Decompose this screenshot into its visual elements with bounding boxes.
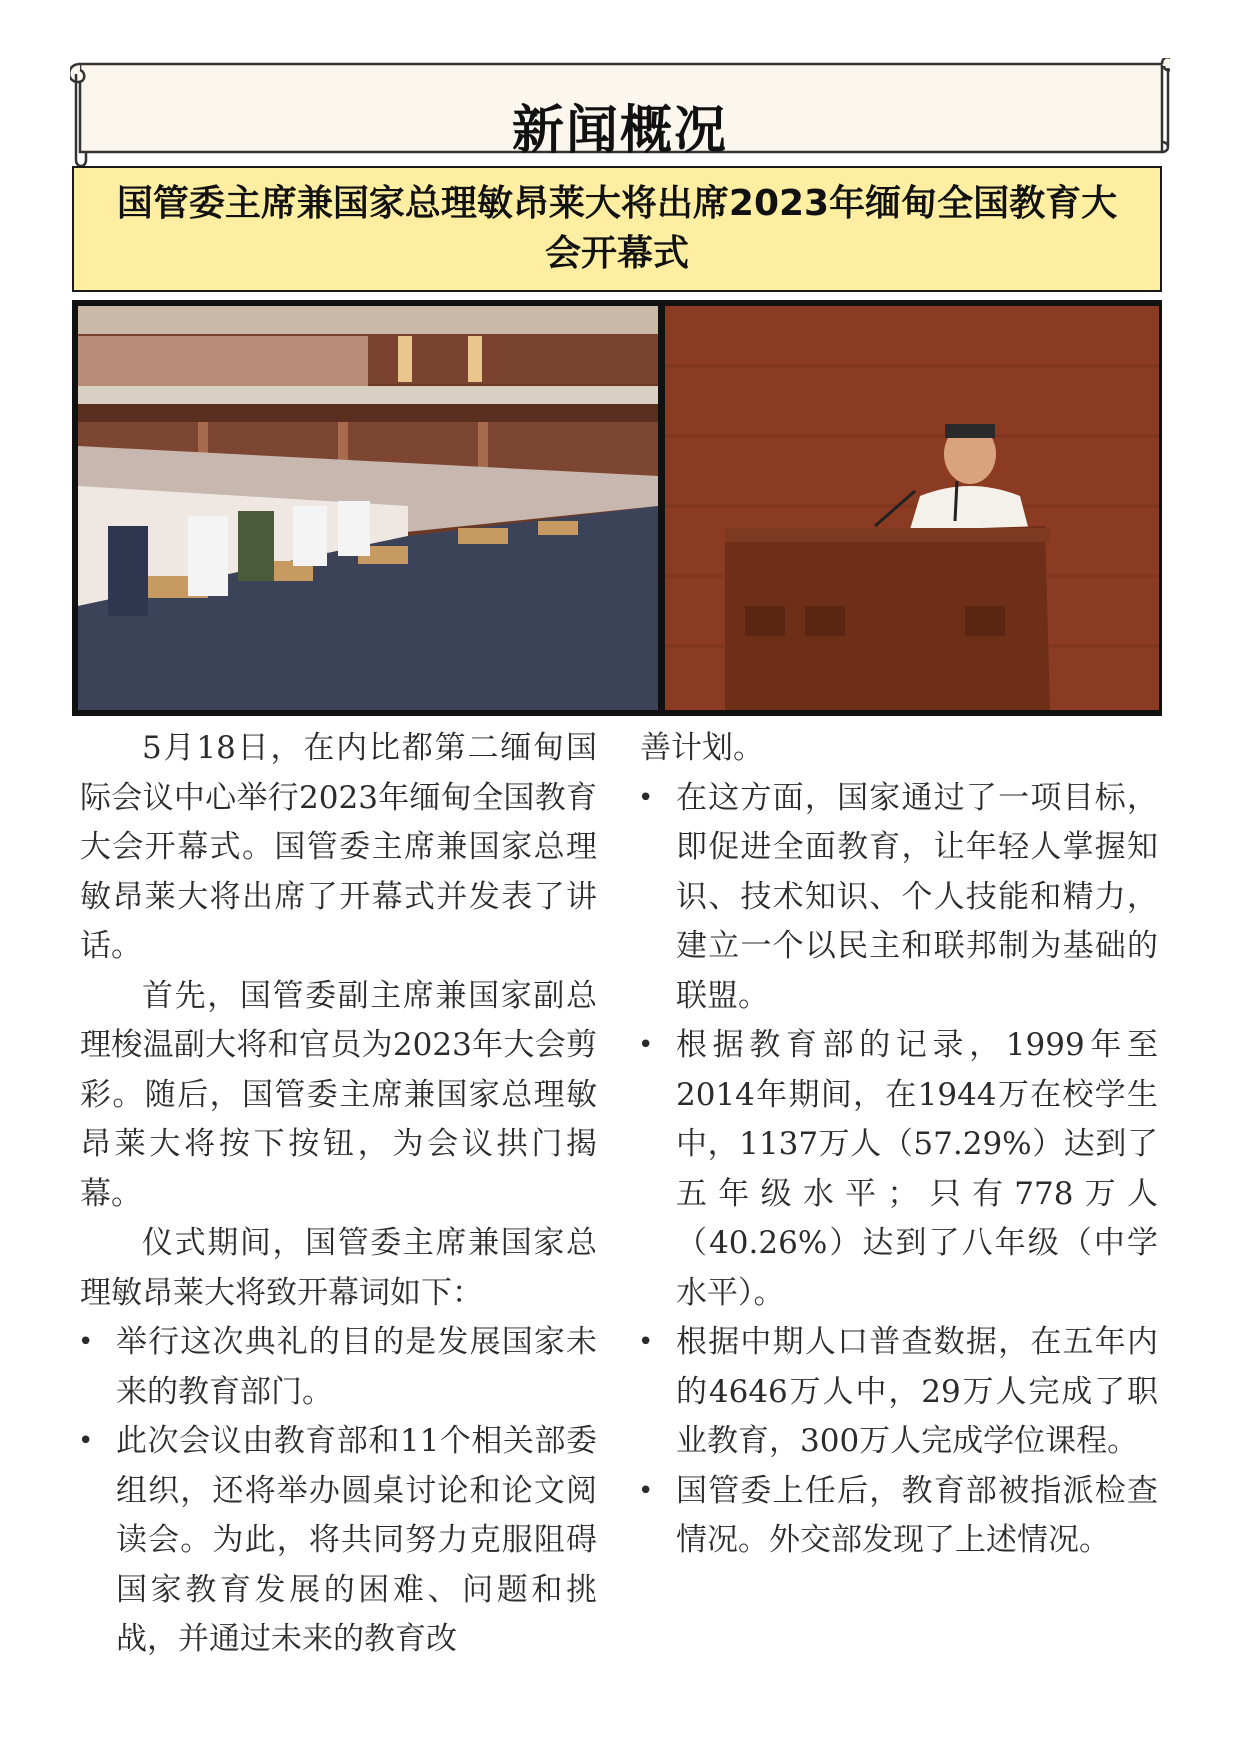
- photo-frame: [72, 300, 1162, 716]
- bullet-continuation: 善计划。: [640, 730, 764, 766]
- bullet-item: • 举行这次典礼的目的是发展国家未来的教育部门。: [80, 1318, 597, 1417]
- conference-hall-audience-photo: [78, 306, 658, 710]
- audience-photo-illustration: [78, 306, 658, 710]
- page-title: 新闻概况: [511, 101, 728, 161]
- article-column-left: [80, 724, 597, 1665]
- headline-text: 国管委主席兼国家总理敏昂莱大将出席2023年缅甸全国教育大会开幕式: [116, 183, 1118, 274]
- paragraph-3: 仪式期间，国管委主席兼国家总理敏昂莱大将致开幕词如下：: [80, 1225, 597, 1311]
- speaker-at-podium-photo: [665, 306, 1159, 710]
- paragraph-1: 5月18日，在内比都第二缅甸国际会议中心举行2023年缅甸全国教育大会开幕式。国管委主席兼国家总理敏昂莱大将出席了开幕式并发表了讲话。: [80, 730, 597, 964]
- bullet-item: • 国管委上任后，教育部被指派检查情况。外交部发现了上述情况。: [640, 1467, 1158, 1566]
- paragraph-2: 首先，国管委副主席兼国家副总理梭温副大将和官员为2023年大会剪彩。随后，国管委主席兼国家总理敏昂莱大将按下按钮，为会议拱门揭幕。: [80, 977, 597, 1212]
- headline-box: [72, 166, 1162, 292]
- bullet-item: • 在这方面，国家通过了一项目标，即促进全面教育，让年轻人掌握知识、技术知识、个人技能和精力，建立一个以民主和联邦制为基础的联盟。: [640, 774, 1158, 1022]
- bullet-item: • 根据教育部的记录，1999年至2014年期间，在1944万在校学生中，1137万人（57.29%）达到了五年级水平；只有778万人（40.26%）达到了八年级（中学水平）。: [640, 1021, 1158, 1318]
- title-banner: [70, 58, 1170, 170]
- bullet-item: • 此次会议由教育部和11个相关部委组织，还将举办圆桌讨论和论文阅读会。为此，将共同努力克服阻碍国家教育发展的困难、问题和挑战，并通过未来的教育改: [80, 1417, 597, 1665]
- article-column-right: [640, 724, 1158, 1566]
- speaker-photo-illustration: [665, 306, 1159, 710]
- bullet-item: • 根据中期人口普查数据，在五年内的4646万人中，29万人完成了职业教育，300万人完成学位课程。: [640, 1318, 1158, 1467]
